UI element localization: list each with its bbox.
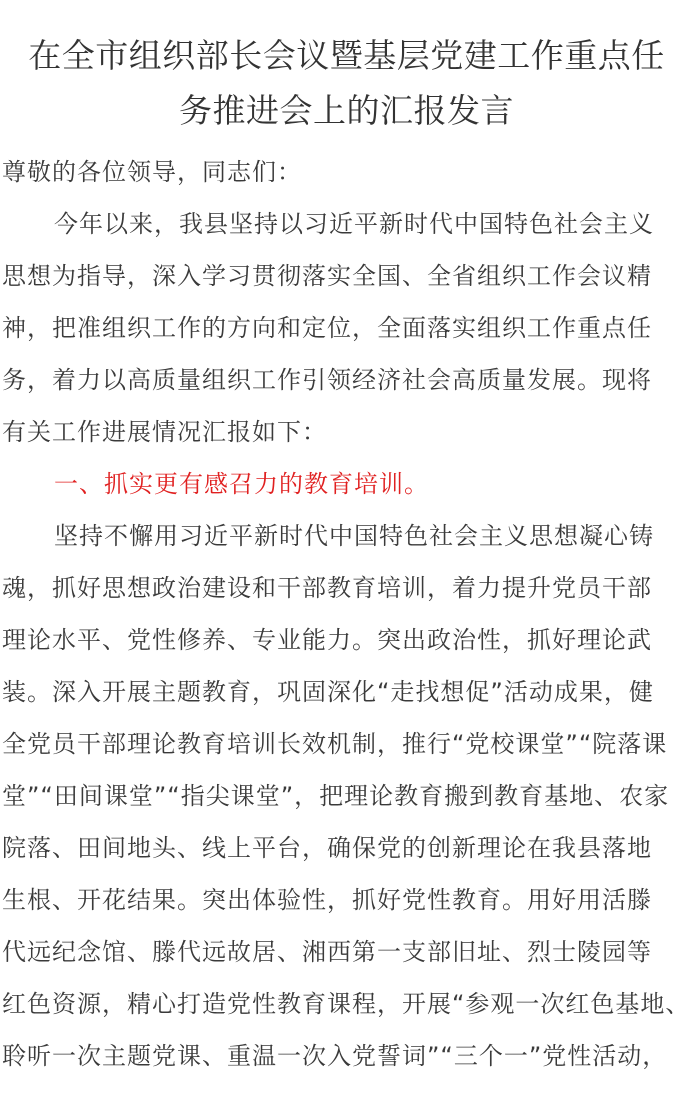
paragraph-line: 思想为指导，深入学习贯彻落实全国、全省组织工作会议精: [2, 262, 652, 290]
paragraph-line: 代远纪念馆、滕代远故居、湘西第一支部旧址、烈士陵园等: [2, 938, 652, 966]
paragraph-line: 全党员干部理论教育培训长效机制，推行“党校课堂”“院落课: [2, 730, 668, 758]
title-line-1: 在全市组织部长会议暨基层党建工作重点任: [28, 36, 665, 75]
document-body: [0, 138, 693, 1082]
paragraph-line: 理论水平、党性修养、专业能力。突出政治性，抓好理论武: [2, 626, 652, 654]
paragraph-line: 今年以来，我县坚持以习近平新时代中国特色社会主义: [54, 210, 654, 238]
paragraph-line: 装。深入开展主题教育，巩固深化“走找想促”活动成果，健: [2, 678, 654, 706]
paragraph-line: 务，着力以高质量组织工作引领经济社会高质量发展。现将: [2, 366, 652, 394]
paragraph-line: 生根、开花结果。突出体验性，抓好党性教育。用好用活滕: [2, 886, 652, 914]
paragraph-line: 院落、田间地头、线上平台，确保党的创新理论在我县落地: [2, 834, 652, 862]
paragraph-line: 聆听一次主题党课、重温一次入党誓词”“三个一”党性活动，: [2, 1042, 668, 1070]
paragraph-line: 红色资源，精心打造党性教育课程，开展“参观一次红色基地、: [2, 990, 691, 1018]
paragraph-line: 神，把准组织工作的方向和定位，全面落实组织工作重点任: [2, 314, 652, 342]
salutation: 尊敬的各位领导，同志们：: [2, 158, 302, 186]
section-paragraph: [2, 510, 693, 1082]
paragraph-line: 有关工作进展情况汇报如下：: [2, 418, 327, 446]
document-title: [0, 0, 693, 138]
title-line-2: 务推进会上的汇报发言: [179, 91, 514, 130]
intro-paragraph: [2, 198, 693, 458]
paragraph-line: 堂”“田间课堂”“指尖课堂”，把理论教育搬到教育基地、农家: [2, 782, 670, 810]
paragraph-line: 坚持不懈用习近平新时代中国特色社会主义思想凝心铸: [54, 522, 654, 550]
section-heading: 一、抓实更有感召力的教育培训。: [54, 470, 429, 498]
paragraph-line: 魂，抓好思想政治建设和干部教育培训，着力提升党员干部: [2, 574, 652, 602]
